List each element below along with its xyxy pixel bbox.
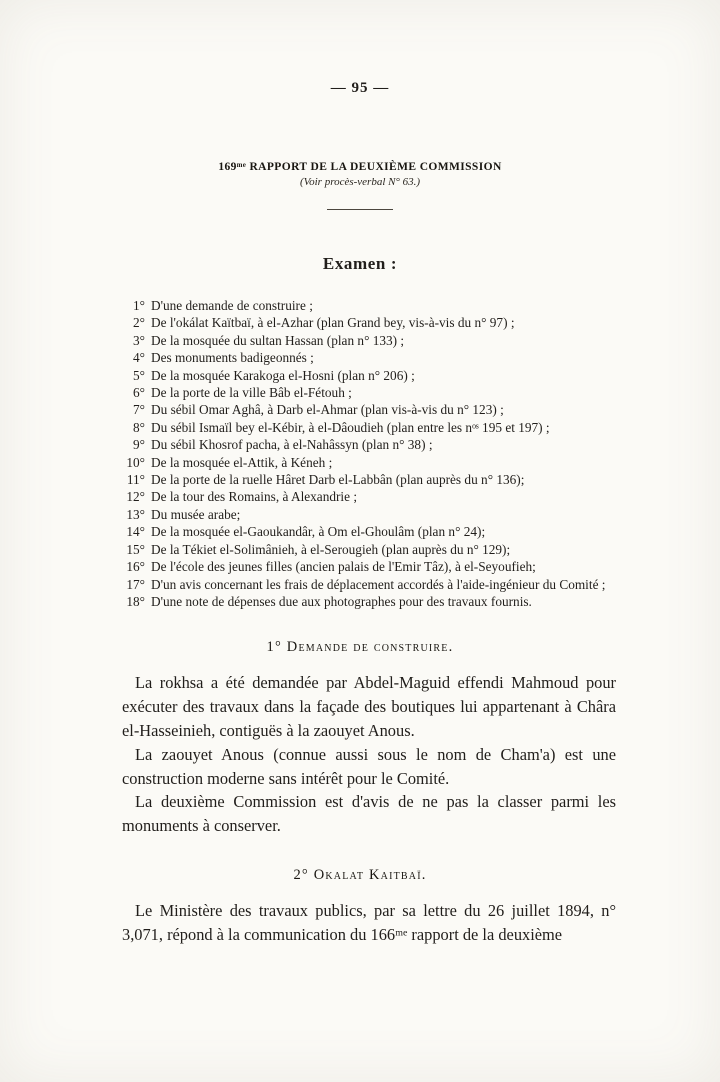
item-number: 16°	[126, 559, 145, 575]
paragraph: La deuxième Commission est d'avis de ne pas la classer parmi les monuments à conserver.	[122, 792, 616, 836]
paragraph: La rokhsa a été demandée par Abdel-Maguid effendi Mahmoud pour exécuter des travaux dans la façade des boutiques lui appartenant à Châra el-Hasseinieh, contiguës à la zaouyet Anous.	[122, 673, 616, 740]
list-item	[124, 454, 626, 471]
list-item	[124, 349, 626, 366]
section-body	[0, 899, 720, 947]
paragraph: Le Ministère des travaux publics, par sa lettre du 26 juillet 1894, n° 3,071, répond à la communication du 166ᵐᵉ rapport de la deuxième	[122, 900, 616, 944]
item-number: 9°	[133, 437, 145, 453]
report-title: 169ᵐᵉ RAPPORT DE LA DEUXIÈME COMMISSION	[218, 161, 502, 173]
item-number: 7°	[133, 402, 145, 418]
list-item	[124, 367, 626, 384]
item-number: 6°	[133, 385, 145, 401]
item-text: Du sébil Khosrof pacha, à el-Nahâssyn (plan n° 38) ;	[151, 437, 433, 453]
list-item	[124, 314, 626, 331]
list-item	[124, 436, 626, 453]
list-item	[124, 297, 626, 314]
item-number: 14°	[126, 524, 145, 540]
item-text: De la tour des Romains, à Alexandrie ;	[151, 489, 358, 505]
item-text: De la porte de la ruelle Hâret Darb el-Labbân (plan auprès du n° 136);	[151, 472, 525, 488]
paragraph: La zaouyet Anous (connue aussi sous le nom de Cham'a) est une construction moderne sans intérêt pour le Comité.	[122, 744, 616, 788]
item-text: D'une demande de construire ;	[151, 298, 313, 313]
list-item	[124, 576, 626, 593]
divider-rule	[327, 209, 393, 210]
list-item	[124, 488, 626, 505]
item-number: 13°	[126, 506, 145, 522]
item-number: 15°	[126, 541, 145, 557]
item-text: De l'okálat Kaïtbaï, à el-Azhar (plan Grand bey, vis-à-vis du n° 97) ;	[151, 315, 515, 331]
page-number: — 95 —	[330, 80, 390, 96]
item-text: De la mosquée el-Attik, à Kéneh ;	[151, 454, 333, 470]
item-text: De la Tékiet el-Solimânieh, à el-Serougieh (plan auprès du n° 129);	[151, 541, 511, 557]
section-heading: 1° Demande de construire.	[266, 639, 454, 656]
item-text: D'une note de dépenses due aux photographes pour des travaux fournis.	[151, 593, 532, 609]
item-number: 1°	[133, 298, 145, 313]
item-number: 10°	[126, 454, 145, 470]
section-heading: 2° Okalat Kaitbaï.	[293, 866, 427, 883]
item-number: 2°	[133, 315, 145, 331]
section-okalat-kaitbai	[0, 867, 720, 947]
list-item	[124, 541, 626, 558]
list-item	[124, 332, 626, 349]
list-item	[124, 558, 626, 575]
list-item	[124, 523, 626, 540]
item-number: 8°	[133, 419, 145, 435]
item-number: 4°	[133, 350, 145, 366]
item-text: De la mosquée du sultan Hassan (plan n° 133) ;	[151, 332, 405, 348]
item-text: Du sébil Ismaïl bey el-Kébir, à el-Dâoudieh (plan entre les nᵒˢ 195 et 197) ;	[151, 419, 550, 435]
item-text: De la porte de la ville Bâb el-Fétouh ;	[151, 385, 352, 401]
item-number: 17°	[126, 576, 145, 592]
item-text: De la mosquée el-Gaoukandâr, à Om el-Ghoulâm (plan n° 24);	[151, 524, 486, 540]
list-item	[124, 401, 626, 418]
item-number: 12°	[126, 489, 145, 505]
item-number: 18°	[126, 593, 145, 609]
examen-heading: Examen :	[322, 254, 398, 273]
item-number: 5°	[133, 367, 145, 383]
list-item	[124, 471, 626, 488]
item-text: De l'école des jeunes filles (ancien palais de l'Emir Tâz), à el-Seyoufieh;	[151, 559, 536, 575]
section-demande-de-construire	[0, 639, 720, 838]
item-number: 11°	[126, 472, 145, 488]
item-text: De la mosquée Karakoga el-Hosni (plan n° 206) ;	[151, 367, 415, 383]
report-subtitle: (Voir procès-verbal N° 63.)	[299, 176, 421, 188]
item-text: D'un avis concernant les frais de déplacement accordés à l'aide-ingénieur du Comité ;	[151, 576, 606, 592]
item-text: Des monuments badigeonnés ;	[151, 350, 314, 366]
list-item	[124, 593, 626, 610]
examen-list	[0, 297, 720, 610]
list-item	[124, 384, 626, 401]
section-body	[0, 671, 720, 838]
item-number: 3°	[133, 332, 145, 348]
list-item	[124, 419, 626, 436]
list-item	[124, 506, 626, 523]
item-text: Du sébil Omar Aghâ, à Darb el-Ahmar (plan vis-à-vis du n° 123) ;	[151, 402, 504, 418]
item-text: Du musée arabe;	[151, 506, 241, 522]
